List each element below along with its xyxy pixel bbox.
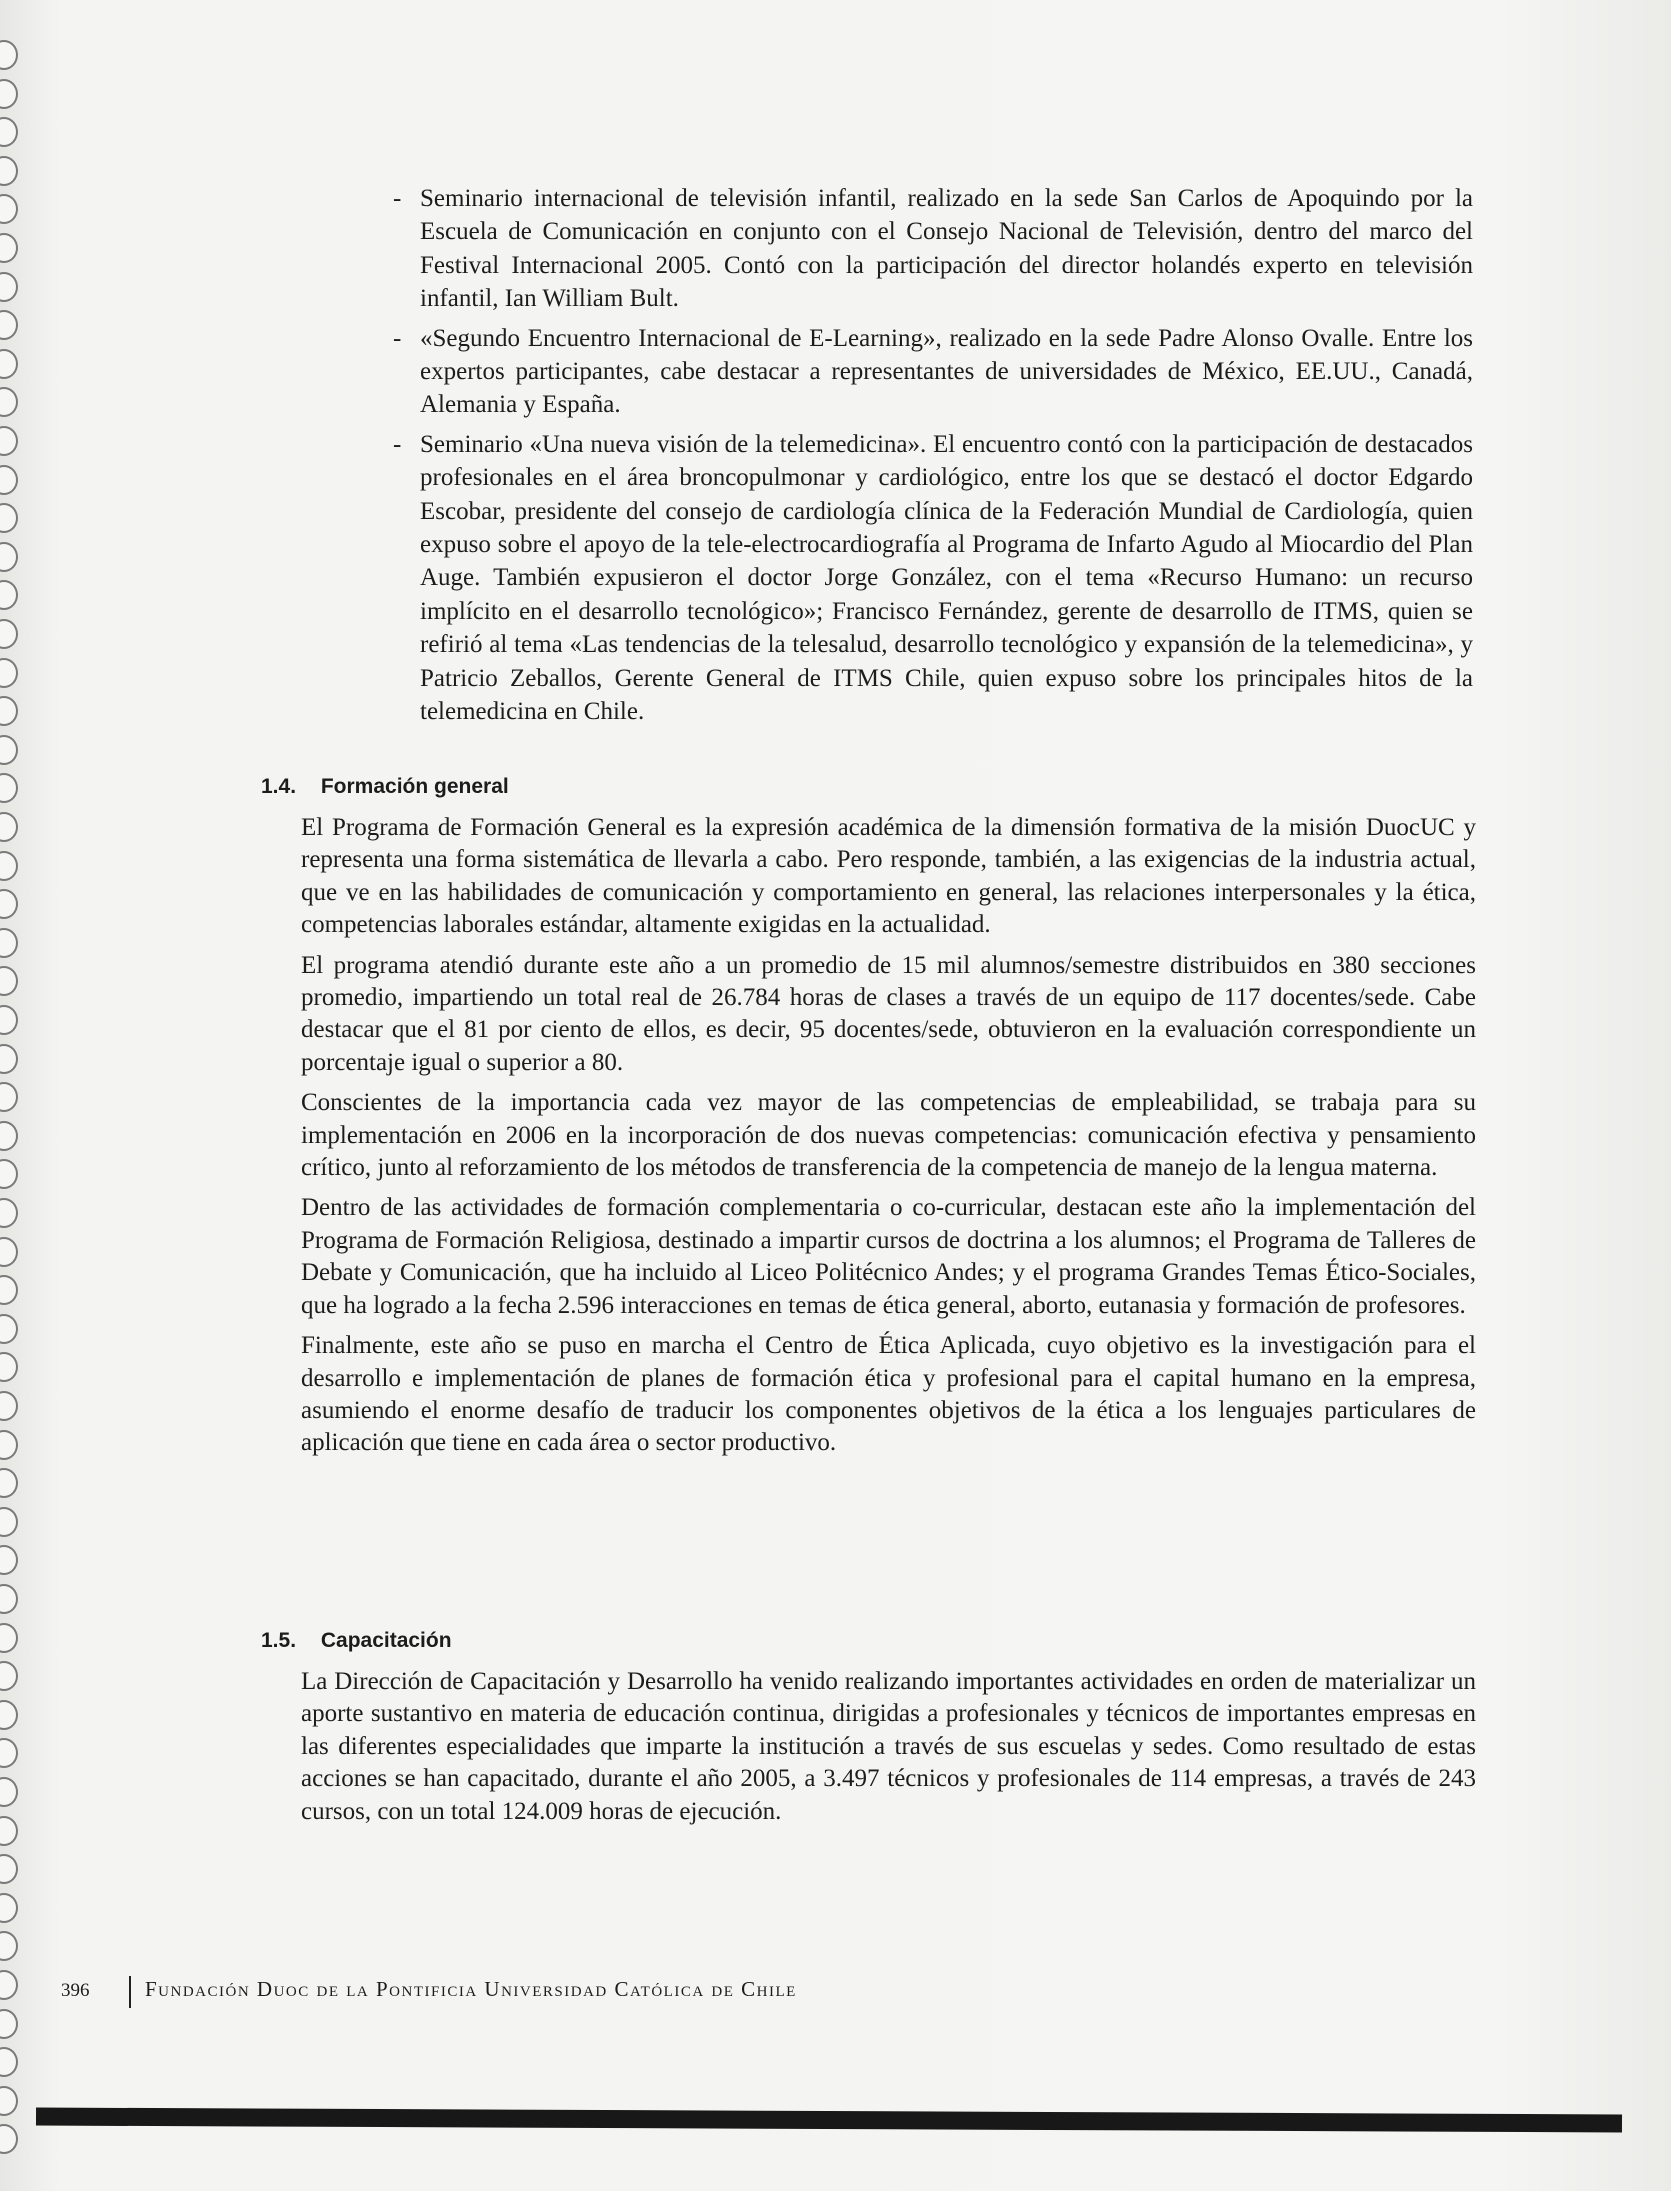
binding-ring — [0, 1275, 18, 1305]
binding-ring — [0, 1970, 18, 2000]
section-capacitacion — [261, 1626, 1476, 1836]
bullet-list — [393, 182, 1473, 735]
section-title: Capacitación — [320, 1629, 452, 1652]
section-number: 1.4. — [261, 775, 297, 798]
binding-ring — [0, 773, 18, 803]
binding-ring — [0, 465, 18, 495]
binding-ring — [0, 735, 18, 765]
binding-ring — [0, 1468, 18, 1498]
binding-ring — [0, 1159, 18, 1189]
binding-ring — [0, 1121, 18, 1151]
binding-ring — [0, 1700, 18, 1730]
section-heading — [261, 772, 1476, 802]
binding-ring — [0, 1044, 18, 1074]
binding-ring — [0, 117, 18, 147]
binding-ring — [0, 1854, 18, 1884]
binding-ring — [0, 1391, 18, 1421]
bullet-dash: - — [393, 324, 402, 352]
bullet-text: Seminario «Una nueva visión de la telemedicina». El encuentro contó con la participación de destacados profesionales en el área broncopulmonar y cardiológico, entre los que se destacó el doctor Edgardo Escobar, presidente del consejo de cardiología clínica de la Federación Mundial de Cardiología, quien expuso sobre el apoyo de la tele-electrocardiografía al Programa de Infarto Agudo al Miocardio del Plan Auge. También expusieron el doctor Jorge González, con el tema «Recurso Humano: un recurso implícito en el desarrollo tecnológico»; Francisco Fernández, gerente de desarrollo de ITMS, quien se refirió al tema «Las tendencias de la telesalud, desarrollo tecnológico y expansión de la telemedicina», y Patricio Zeballos, Gerente General de ITMS Chile, quien expuso sobre los principales hitos de la telemedicina en Chile. — [420, 430, 1473, 726]
binding-ring — [0, 349, 18, 379]
bullet-dash: - — [393, 185, 402, 212]
binding-ring — [0, 233, 18, 263]
paragraph: Conscientes de la importancia cada vez mayor de las competencias de empleabilidad, se trabaja para su implementación en 2006 en la incorporación de dos nuevas competencias: comunicación efectiva y pensamiento crítico, junto al reforzamiento de los métodos de transferencia de la competencia de manejo de la lengua materna. — [301, 1089, 1476, 1182]
binding-ring — [0, 1507, 18, 1537]
binding-ring — [0, 966, 18, 996]
binding-ring — [0, 812, 18, 842]
binding-ring — [0, 194, 18, 224]
binding-ring — [0, 928, 18, 958]
paragraph: Finalmente, este año se puso en marcha el Centro de Ética Aplicada, cuyo objetivo es la investigación para el desarrollo e implementación de planes de formación ética y profesional para el capital humano en la empresa, asumiendo el enorme desafío de traducir los componentes objetivos de la ética a los lenguajes particulares de aplicación que tiene en cada área o sector productivo. — [301, 1332, 1476, 1457]
binding-ring — [0, 1623, 18, 1653]
paragraph: La Dirección de Capacitación y Desarrollo ha venido realizando importantes actividades en orden de materializar un aporte sustantivo en materia de educación continua, dirigidas a profesionales y técnicos de importantes empresas en las diferentes especialidades que imparte la institución a través de sus escuelas y sedes. Como resultado de estas acciones se han capacitado, durante el año 2005, a 3.497 técnicos y profesionales de 114 empresas, a través de 243 cursos, con un total 124.009 horas de ejecución. — [301, 1668, 1476, 1825]
binding-ring — [0, 1584, 18, 1614]
spiral-binding — [0, 40, 40, 2160]
binding-ring — [0, 156, 18, 186]
binding-ring — [0, 851, 18, 881]
footer-divider — [129, 1976, 131, 2008]
bullet-text: «Segundo Encuentro Internacional de E-Learning», realizado en la sede Padre Alonso Ovalle. Entre los expertos participantes, cabe destacar a representantes de universidades de México, EE.UU., Canadá, Alemania y España. — [420, 324, 1473, 419]
binding-ring — [0, 696, 18, 726]
binding-ring — [0, 1738, 18, 1768]
section-heading — [261, 1626, 1476, 1656]
binding-ring — [0, 658, 18, 688]
footer-institution: Fundación Duoc de la Pontificia Universidad Católica de Chile — [145, 1977, 797, 2001]
binding-ring — [0, 2009, 18, 2039]
binding-ring — [0, 79, 18, 109]
binding-ring — [0, 580, 18, 610]
binding-ring — [0, 1237, 18, 1267]
binding-ring — [0, 1005, 18, 1035]
binding-ring — [0, 1661, 18, 1691]
page-number: 396 — [61, 1980, 90, 2001]
binding-ring — [0, 1931, 18, 1961]
binding-ring — [0, 387, 18, 417]
binding-ring — [0, 1314, 18, 1344]
binding-ring — [0, 1545, 18, 1575]
binding-ring — [0, 1816, 18, 1846]
binding-ring — [0, 2124, 18, 2154]
binding-ring — [0, 426, 18, 456]
section-title: Formación general — [320, 775, 509, 798]
paragraph: El Programa de Formación General es la expresión académica de la dimensión formativa de la misión DuocUC y representa una forma sistemática de llevarla a cabo. Pero responde, también, a las exigencias de la industria actual, que ve en las habilidades de comunicación y comportamiento en general, las relaciones interpersonales y la ética, competencias laborales estándar, altamente exigidas en la actualidad. — [301, 814, 1476, 939]
bullet-item — [393, 182, 1473, 316]
binding-ring — [0, 40, 18, 70]
binding-ring — [0, 889, 18, 919]
binding-ring — [0, 310, 18, 340]
bullet-dash: - — [393, 430, 402, 458]
bullet-item — [393, 428, 1473, 729]
binding-ring — [0, 542, 18, 572]
bullet-text: Seminario internacional de televisión infantil, realizado en la sede San Carlos de Apoquindo por la Escuela de Comunicación en conjunto con el Consejo Nacional de Televisión, dentro del marco del Festival Internacional 2005. Contó con la participación del director holandés experto en televisión infantil, Ian William Bult. — [420, 185, 1473, 313]
binding-ring — [0, 1893, 18, 1923]
binding-ring — [0, 2086, 18, 2116]
binding-ring — [0, 503, 18, 533]
binding-ring — [0, 1430, 18, 1460]
section-formacion-general — [261, 772, 1476, 1468]
binding-ring — [0, 1082, 18, 1112]
binding-ring — [0, 1777, 18, 1807]
bullet-item — [393, 322, 1473, 422]
binding-ring — [0, 2047, 18, 2077]
binding-ring — [0, 272, 18, 302]
binding-ring — [0, 1352, 18, 1382]
paragraph: El programa atendió durante este año a un promedio de 15 mil alumnos/semestre distribuidos en 380 secciones promedio, impartiendo un total real de 26.784 horas de clases a través de un equipo de 117 docentes/sede. Cabe destacar que el 81 por ciento de ellos, es decir, 95 docentes/sede, obtuvieron en la evaluación correspondiente un porcentaje igual o superior a 80. — [301, 951, 1476, 1076]
section-number: 1.5. — [261, 1629, 297, 1652]
binding-ring — [0, 619, 18, 649]
page-footer — [61, 1969, 797, 2009]
binding-ring — [0, 1198, 18, 1228]
paragraph: Dentro de las actividades de formación complementaria o co-curricular, destacan este año la implementación del Programa de Formación Religiosa, destinado a impartir cursos de doctrina a los alumnos; el Programa de Talleres de Debate y Comunicación, que ha incluido al Liceo Politécnico Andes; y el programa Grandes Temas Ético-Sociales, que ha logrado a la fecha 2.596 interacciones en temas de ética general, aborto, eutanasia y formación de profesores. — [301, 1194, 1476, 1319]
